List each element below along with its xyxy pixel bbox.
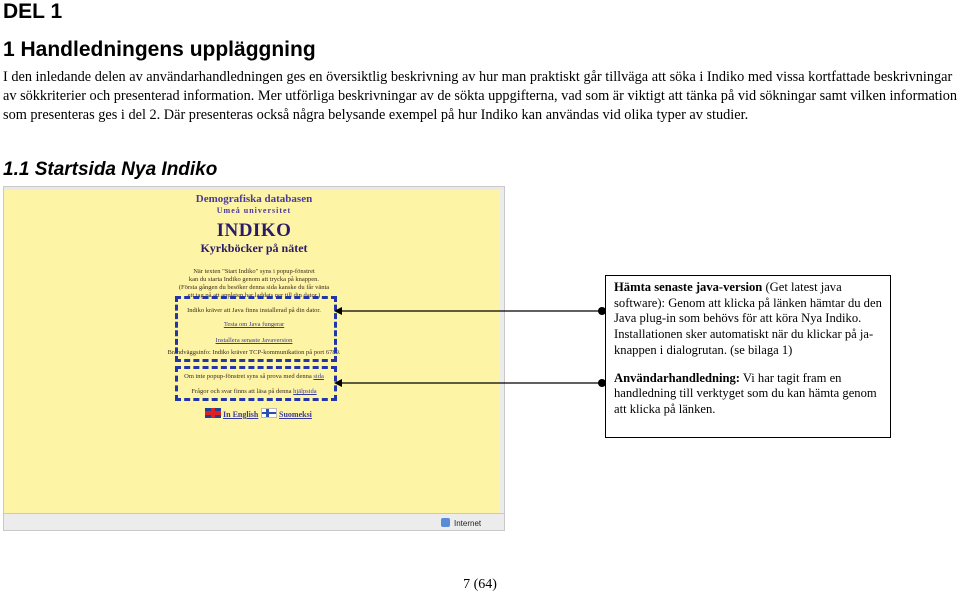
test-java-link[interactable]: Testa om Java fungerar xyxy=(223,321,285,328)
arrow-head-help xyxy=(334,379,342,387)
explanation-callout xyxy=(605,275,891,438)
section-heading: 1 Handledningens uppläggning xyxy=(3,38,316,61)
popup-missing-label: Om inte popup-fönstret syns så prova med denna xyxy=(184,373,312,380)
callout-java-title: Hämta senaste java-version xyxy=(614,280,763,294)
app-subtitle: Kyrkböcker på nätet xyxy=(200,241,308,255)
install-java-link[interactable]: Installera senaste Javaversion xyxy=(215,337,293,344)
page-number: 7 (64) xyxy=(463,577,497,592)
arrow-head-java xyxy=(334,307,342,315)
university-name: Umeå universitet xyxy=(216,206,292,215)
help-page-link[interactable]: hjälpsida xyxy=(293,388,317,395)
firewall-info: Brandväggsinfo: Indiko kräver TCP-kommunikation på port 6789. xyxy=(167,349,341,356)
status-zone-label: Internet xyxy=(454,519,482,528)
questions-label: Frågor och svar finns att läsa på denna xyxy=(191,388,292,395)
instruction-line: ett tag på att appleten har laddats ner till din dator.) xyxy=(187,292,321,299)
callout-manual-title: Användarhandledning: xyxy=(614,370,740,385)
callout-item-java xyxy=(614,280,882,359)
java-requirement: Indiko kräver att Java finns installerad på din dator. xyxy=(187,307,321,314)
subsection-heading: 1.1 Startsida Nya Indiko xyxy=(3,159,218,180)
popup-page-link[interactable]: sida xyxy=(313,373,324,380)
callout-item-manual xyxy=(614,371,882,418)
app-name: INDIKO xyxy=(216,220,292,241)
callout-manual-text: Vi har tagit fram en handledning till verktyget som du kan hämta genom att klicka på länken. xyxy=(614,370,877,416)
finnish-link[interactable]: Suomeksi xyxy=(279,410,312,419)
intro-paragraph: I den inledande delen av användarhandledningen ges en översiktlig beskrivning av hur man praktiskt går tillväga att söka i Indiko med vissa kortfattade beskrivningar av sökkriterier och presenterad information. Mer utförliga beskrivningar av de sökta uppgifterna, vad som är viktigt att tänka på vid sökningar samt vilken information som presenteras ges i del 2. Där presenteras också några belysande exempel på hur Indiko kan användas vid olika typer av studier. xyxy=(3,69,958,123)
instruction-line: kan du starta Indiko genom att trycka på knappen. xyxy=(188,276,320,283)
db-title: Demografiska databasen xyxy=(195,193,313,205)
instruction-line: (Första gången du besöker denna sida kanske du får vänta xyxy=(178,284,330,291)
english-link[interactable]: In English xyxy=(223,410,259,419)
callout-java-text: (Get latest java software): Genom att klicka på länken hämtar du den Java plug-in som behövs för att köra Nya Indiko. Installationen sker automatiskt när du klickar på ja-knappen i dialogrutan. (se bilaga 1) xyxy=(614,280,882,357)
part-heading: DEL 1 xyxy=(3,0,63,23)
instruction-line: När texten "Start Indiko" syns i popup-fönstret xyxy=(193,268,315,275)
